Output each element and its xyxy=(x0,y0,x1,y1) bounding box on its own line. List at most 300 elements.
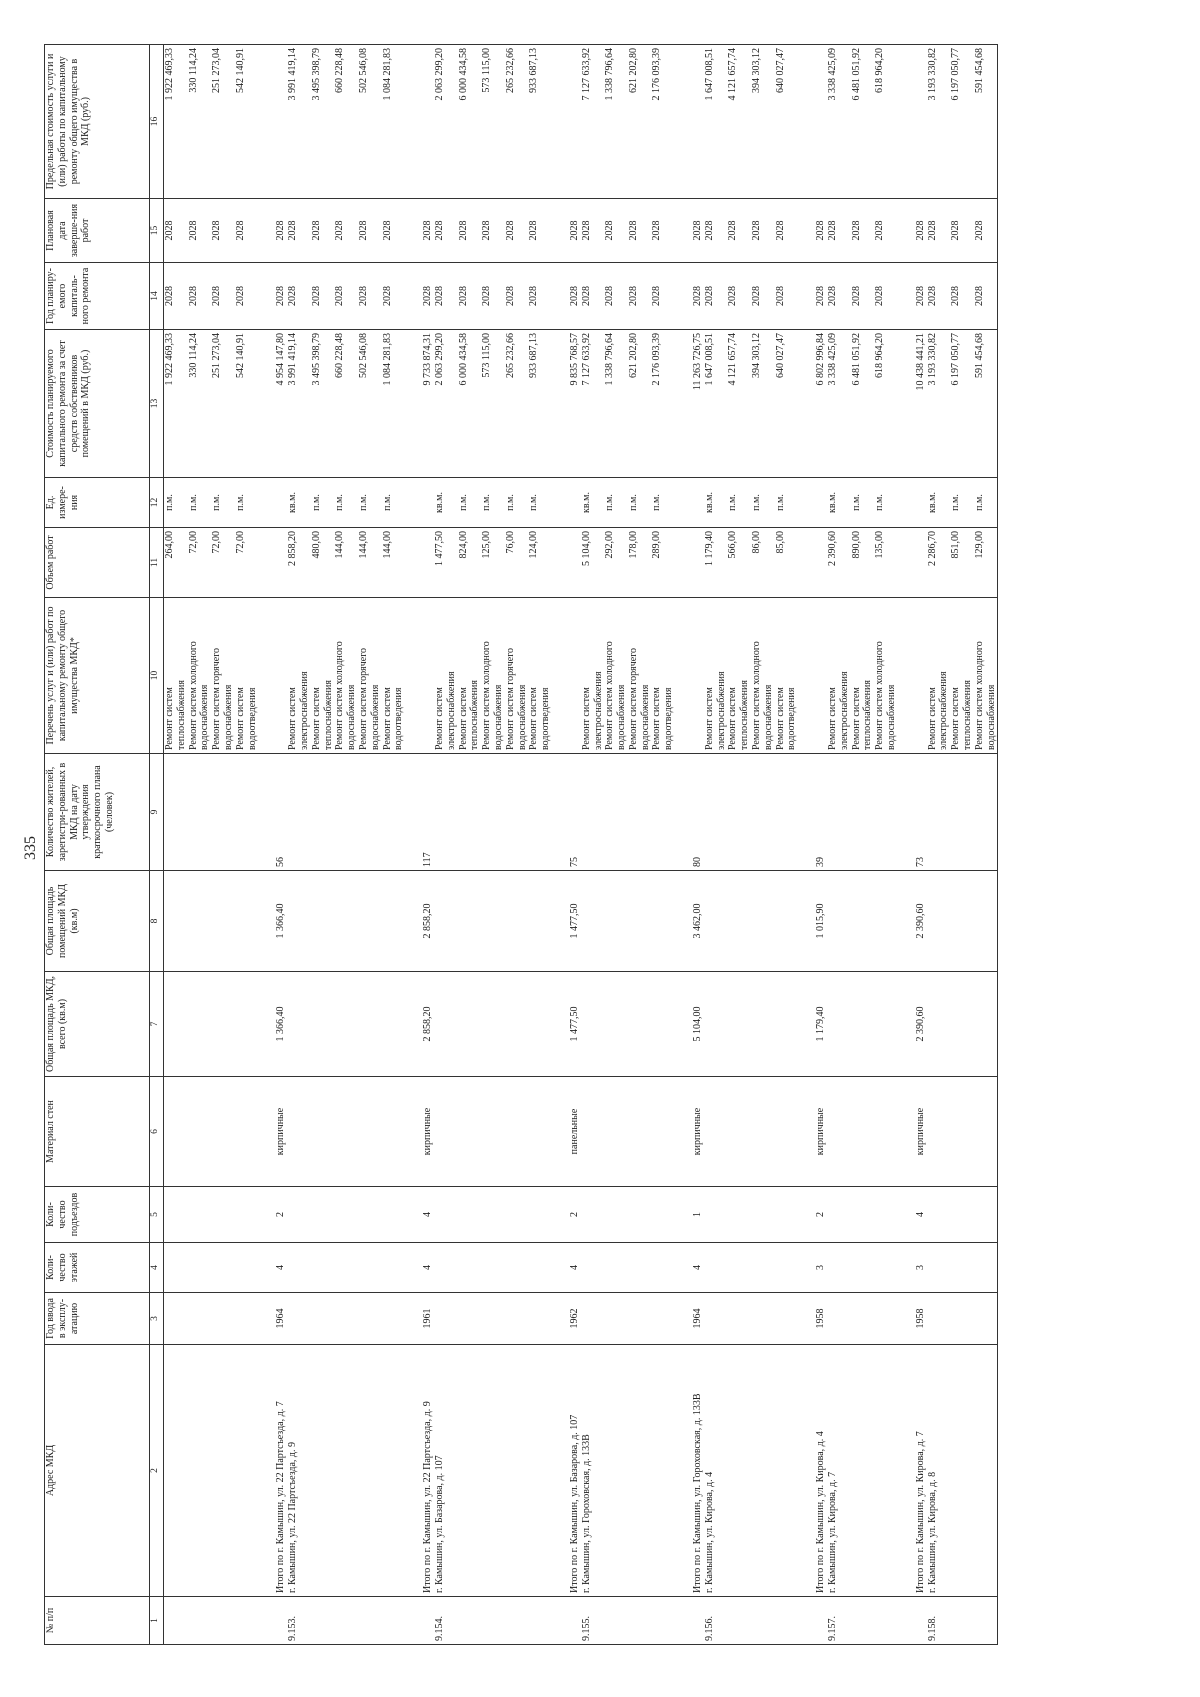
empty-cell xyxy=(505,972,529,1077)
wall-material: кирпичные xyxy=(813,1077,827,1187)
limit-cost: 251 273,04 xyxy=(211,45,235,199)
limit-cost: 542 140,91 xyxy=(235,45,259,199)
column-header: Перечень услуг и (или) работ по капитальному ремонту общего имущества МКД* xyxy=(45,598,150,754)
empty-cell xyxy=(974,1077,998,1187)
empty-cell xyxy=(913,478,927,528)
work-volume: 129,00 xyxy=(974,528,998,598)
column-number: 3 xyxy=(150,1293,164,1345)
work-line: теплоснабжения xyxy=(322,680,334,750)
empty-cell xyxy=(690,598,704,754)
empty-cell xyxy=(258,1187,273,1243)
empty-cell xyxy=(675,598,690,754)
empty-cell xyxy=(405,871,420,972)
empty-cell xyxy=(604,1077,628,1187)
empty-cell xyxy=(775,1077,799,1187)
address xyxy=(974,1345,998,1597)
repair-cost: 330 114,24 xyxy=(188,330,212,478)
limit-cost: 3 495 398,79 xyxy=(311,45,335,199)
repair-cost: 640 027,47 xyxy=(775,330,799,478)
empty-cell xyxy=(827,871,851,972)
empty-cell xyxy=(258,263,273,330)
work-line: Ремонт систем xyxy=(234,687,246,750)
limit-cost: 4 121 657,74 xyxy=(727,45,751,199)
empty-cell xyxy=(775,1243,799,1293)
address xyxy=(481,1345,505,1597)
work-line: теплоснабжения xyxy=(862,680,874,750)
repair-year: 2028 xyxy=(974,263,998,330)
wall-material: кирпичные xyxy=(913,1077,927,1187)
empty-cell xyxy=(505,1077,529,1187)
empty-cell xyxy=(434,754,458,871)
unit: п.м. xyxy=(382,478,406,528)
empty-cell xyxy=(704,1243,728,1293)
completion-date: 2028 xyxy=(704,199,728,263)
empty-cell xyxy=(874,1293,898,1345)
work-line: Ремонт систем xyxy=(433,687,445,750)
work-volume: 178,00 xyxy=(628,528,652,598)
empty-cell xyxy=(581,1243,605,1293)
column-header: Объем работ xyxy=(45,528,150,598)
column-number: 9 xyxy=(150,754,164,871)
empty-cell xyxy=(898,972,913,1077)
empty-cell xyxy=(311,1293,335,1345)
unit: п.м. xyxy=(458,478,482,528)
empty-cell xyxy=(334,1293,358,1345)
subtotal-year: 2028 xyxy=(690,263,704,330)
completion-date: 2028 xyxy=(382,199,406,263)
work-description xyxy=(751,598,775,754)
limit-cost: 640 027,47 xyxy=(775,45,799,199)
empty-cell xyxy=(458,1293,482,1345)
empty-cell xyxy=(851,972,875,1077)
completion-date: 2028 xyxy=(505,199,529,263)
empty-cell xyxy=(727,754,751,871)
spacer-row xyxy=(898,45,913,1645)
empty-cell xyxy=(552,199,567,263)
work-volume: 144,00 xyxy=(358,528,382,598)
repair-year: 2028 xyxy=(727,263,751,330)
entrances-count: 2 xyxy=(567,1187,581,1243)
residents-count: 75 xyxy=(567,754,581,871)
empty-cell xyxy=(874,972,898,1077)
empty-cell xyxy=(358,972,382,1077)
work-item-row xyxy=(851,45,875,1645)
repair-year: 2028 xyxy=(382,263,406,330)
subtotal-cost: 10 438 441,21 xyxy=(913,330,927,478)
row-number xyxy=(751,1597,775,1645)
work-item-row xyxy=(827,45,851,1645)
repair-cost: 7 127 633,92 xyxy=(581,330,605,478)
repair-year: 2028 xyxy=(851,263,875,330)
residents-count: 73 xyxy=(913,754,927,871)
empty-cell xyxy=(950,1243,974,1293)
limit-cost: 265 232,66 xyxy=(505,45,529,199)
repair-year: 2028 xyxy=(235,263,259,330)
empty-cell xyxy=(164,871,188,972)
total-area: 2 390,60 xyxy=(913,972,927,1077)
row-number xyxy=(458,1597,482,1645)
repair-cost: 6 481 051,92 xyxy=(851,330,875,478)
limit-cost: 933 687,13 xyxy=(528,45,552,199)
empty-cell xyxy=(950,972,974,1077)
empty-cell xyxy=(628,1187,652,1243)
repair-cost: 1 647 008,51 xyxy=(704,330,728,478)
empty-cell xyxy=(727,1077,751,1187)
work-line: теплоснабжения xyxy=(739,680,751,750)
spacer-row xyxy=(405,45,420,1645)
empty-cell xyxy=(675,1187,690,1243)
empty-cell xyxy=(382,1077,406,1187)
unit: п.м. xyxy=(775,478,799,528)
address xyxy=(628,1345,652,1597)
empty-cell xyxy=(675,871,690,972)
work-line: Ремонт систем холодного xyxy=(604,641,616,750)
work-line: Ремонт систем xyxy=(457,687,469,750)
unit: п.м. xyxy=(528,478,552,528)
work-description xyxy=(311,598,335,754)
empty-cell xyxy=(874,1077,898,1187)
repair-cost: 1 338 796,64 xyxy=(604,330,628,478)
empty-cell xyxy=(567,45,581,199)
column-header: Год ввода в эксплу-атацию xyxy=(45,1293,150,1345)
empty-cell xyxy=(898,263,913,330)
empty-cell xyxy=(528,1293,552,1345)
work-item-row xyxy=(950,45,974,1645)
work-line: водоснабжения xyxy=(616,684,628,750)
empty-cell xyxy=(874,871,898,972)
work-item-row xyxy=(311,45,335,1645)
address xyxy=(188,1345,212,1597)
empty-cell xyxy=(420,1597,434,1645)
empty-cell xyxy=(727,1243,751,1293)
unit: кв.м. xyxy=(434,478,458,528)
empty-cell xyxy=(913,1597,927,1645)
empty-cell xyxy=(651,754,675,871)
column-number: 10 xyxy=(150,598,164,754)
empty-cell xyxy=(851,754,875,871)
limit-cost: 1 647 008,51 xyxy=(704,45,728,199)
work-line: Ремонт систем xyxy=(381,687,393,750)
subtotal-cost: 6 802 996,84 xyxy=(813,330,827,478)
repair-cost: 251 273,04 xyxy=(211,330,235,478)
empty-cell xyxy=(974,972,998,1077)
empty-cell xyxy=(434,1077,458,1187)
repair-cost: 660 228,48 xyxy=(334,330,358,478)
repair-cost: 2 176 093,39 xyxy=(651,330,675,478)
column-number: 14 xyxy=(150,263,164,330)
row-number xyxy=(382,1597,406,1645)
work-description xyxy=(874,598,898,754)
work-line: Ремонт систем xyxy=(727,687,739,750)
unit: п.м. xyxy=(481,478,505,528)
subtotal-label: Итого по г. Камышин, ул. Кирова, д. 4 xyxy=(813,1345,827,1597)
repair-cost: 621 202,80 xyxy=(628,330,652,478)
work-volume: 76,00 xyxy=(505,528,529,598)
empty-cell xyxy=(358,1293,382,1345)
column-header: Год планиру-емого капиталь-ного ремонта xyxy=(45,263,150,330)
empty-cell xyxy=(552,1243,567,1293)
work-line: водоснабжения xyxy=(222,684,234,750)
work-line: Ремонт систем xyxy=(528,687,540,750)
empty-cell xyxy=(813,598,827,754)
empty-cell xyxy=(628,871,652,972)
empty-cell xyxy=(690,528,704,598)
work-line: водоотведения xyxy=(246,687,258,750)
address: г. Камышин, ул. Кирова, д. 7 xyxy=(827,1345,851,1597)
empty-cell xyxy=(690,1597,704,1645)
limit-cost: 3 338 425,09 xyxy=(827,45,851,199)
work-line: Ремонт систем холодного xyxy=(481,641,493,750)
row-number: 9.154. xyxy=(434,1597,458,1645)
repair-year: 2028 xyxy=(628,263,652,330)
work-volume: 2 858,20 xyxy=(287,528,311,598)
column-header: Ед. измере-ния xyxy=(45,478,150,528)
work-volume: 292,00 xyxy=(604,528,628,598)
empty-cell xyxy=(827,1243,851,1293)
work-line: Ремонт систем xyxy=(850,687,862,750)
empty-cell xyxy=(552,1077,567,1187)
work-description xyxy=(358,598,382,754)
subtotal-label: Итого по г. Камышин, ул. Кирова, д. 7 xyxy=(913,1345,927,1597)
work-line: Ремонт систем xyxy=(926,687,938,750)
limit-cost: 6 481 051,92 xyxy=(851,45,875,199)
wall-material: кирпичные xyxy=(420,1077,434,1187)
empty-cell xyxy=(974,754,998,871)
empty-cell xyxy=(751,1077,775,1187)
empty-cell xyxy=(505,754,529,871)
row-number xyxy=(775,1597,799,1645)
work-line: Ремонт систем холодного xyxy=(334,641,346,750)
subtotal-year: 2028 xyxy=(567,263,581,330)
completion-date: 2028 xyxy=(311,199,335,263)
work-volume: 824,00 xyxy=(458,528,482,598)
work-item-row xyxy=(751,45,775,1645)
empty-cell xyxy=(505,1187,529,1243)
repair-cost: 3 338 425,09 xyxy=(827,330,851,478)
work-volume: 480,00 xyxy=(311,528,335,598)
empty-cell xyxy=(287,1077,311,1187)
empty-cell xyxy=(273,478,287,528)
empty-cell xyxy=(851,1293,875,1345)
address xyxy=(528,1345,552,1597)
empty-cell xyxy=(405,1345,420,1597)
row-number: 9.153. xyxy=(287,1597,311,1645)
empty-cell xyxy=(505,871,529,972)
floors-count: 4 xyxy=(690,1243,704,1293)
work-line: Ремонт систем xyxy=(827,687,839,750)
column-header: Общая площадь помещений МКД (кв.м) xyxy=(45,871,150,972)
empty-cell xyxy=(235,1243,259,1293)
empty-cell xyxy=(211,1243,235,1293)
repair-cost: 265 232,66 xyxy=(505,330,529,478)
work-volume: 890,00 xyxy=(851,528,875,598)
empty-cell xyxy=(851,1243,875,1293)
limit-cost: 2 176 093,39 xyxy=(651,45,675,199)
empty-cell xyxy=(287,972,311,1077)
empty-cell xyxy=(434,1293,458,1345)
subtotal-cost: 9 733 874,31 xyxy=(420,330,434,478)
empty-cell xyxy=(813,478,827,528)
work-line: водоотведения xyxy=(540,687,552,750)
empty-cell xyxy=(798,199,813,263)
residents-count: 117 xyxy=(420,754,434,871)
work-line: Ремонт систем xyxy=(580,687,592,750)
empty-cell xyxy=(258,972,273,1077)
empty-cell xyxy=(334,1077,358,1187)
work-volume: 5 104,00 xyxy=(581,528,605,598)
address: г. Камышин, ул. Кирова, д. 8 xyxy=(927,1345,951,1597)
empty-cell xyxy=(628,1077,652,1187)
empty-cell xyxy=(798,330,813,478)
empty-cell xyxy=(675,330,690,478)
work-line: электроснабжения xyxy=(715,671,727,750)
empty-cell xyxy=(258,1077,273,1187)
work-item-row xyxy=(505,45,529,1645)
unit: п.м. xyxy=(727,478,751,528)
floors-count: 4 xyxy=(567,1243,581,1293)
address xyxy=(874,1345,898,1597)
repair-year: 2028 xyxy=(358,263,382,330)
work-line: Ремонт систем xyxy=(774,687,786,750)
empty-cell xyxy=(287,871,311,972)
empty-cell xyxy=(704,871,728,972)
repair-year: 2028 xyxy=(287,263,311,330)
work-volume: 1 477,50 xyxy=(434,528,458,598)
work-description xyxy=(950,598,974,754)
column-number: 7 xyxy=(150,972,164,1077)
empty-cell xyxy=(334,754,358,871)
empty-cell xyxy=(927,1187,951,1243)
row-number xyxy=(481,1597,505,1645)
empty-cell xyxy=(358,1187,382,1243)
limit-cost: 330 114,24 xyxy=(188,45,212,199)
completion-date: 2028 xyxy=(628,199,652,263)
work-volume: 289,00 xyxy=(651,528,675,598)
work-volume: 264,00 xyxy=(164,528,188,598)
empty-cell xyxy=(405,330,420,478)
column-number: 12 xyxy=(150,478,164,528)
empty-cell xyxy=(311,1243,335,1293)
work-item-row xyxy=(651,45,675,1645)
entrances-count: 4 xyxy=(420,1187,434,1243)
work-line: водоснабжения xyxy=(516,684,528,750)
empty-cell xyxy=(211,871,235,972)
column-header: Стоимость планируемого капитального ремонта за счет средств собственников помещений в МКД (руб.) xyxy=(45,330,150,478)
empty-cell xyxy=(258,871,273,972)
empty-cell xyxy=(950,871,974,972)
completion-date: 2028 xyxy=(874,199,898,263)
empty-cell xyxy=(628,972,652,1077)
empty-cell xyxy=(798,871,813,972)
empty-cell xyxy=(651,871,675,972)
repair-year: 2028 xyxy=(528,263,552,330)
work-description xyxy=(528,598,552,754)
empty-cell xyxy=(273,1597,287,1645)
subtotal-row xyxy=(420,45,434,1645)
row-number: 9.158. xyxy=(927,1597,951,1645)
wall-material: кирпичные xyxy=(690,1077,704,1187)
empty-cell xyxy=(528,972,552,1077)
empty-cell xyxy=(675,972,690,1077)
empty-cell xyxy=(704,754,728,871)
column-number: 5 xyxy=(150,1187,164,1243)
empty-cell xyxy=(974,871,998,972)
work-item-row xyxy=(628,45,652,1645)
empty-cell xyxy=(481,871,505,972)
empty-cell xyxy=(874,754,898,871)
work-line: Ремонт систем xyxy=(950,687,962,750)
address xyxy=(505,1345,529,1597)
empty-cell xyxy=(258,199,273,263)
empty-cell xyxy=(420,478,434,528)
empty-cell xyxy=(188,754,212,871)
subtotal-label: Итого по г. Камышин, ул. Базарова, д. 107 xyxy=(567,1345,581,1597)
work-line: теплоснабжения xyxy=(469,680,481,750)
spacer-row xyxy=(258,45,273,1645)
unit: п.м. xyxy=(358,478,382,528)
empty-cell xyxy=(235,1187,259,1243)
empty-cell xyxy=(751,1243,775,1293)
commission-year: 1964 xyxy=(273,1293,287,1345)
empty-cell xyxy=(813,528,827,598)
repair-year: 2028 xyxy=(874,263,898,330)
work-volume: 144,00 xyxy=(334,528,358,598)
empty-cell xyxy=(927,871,951,972)
empty-cell xyxy=(604,1187,628,1243)
empty-cell xyxy=(704,1293,728,1345)
unit: п.м. xyxy=(604,478,628,528)
empty-cell xyxy=(552,1345,567,1597)
completion-date: 2028 xyxy=(164,199,188,263)
unit: кв.м. xyxy=(704,478,728,528)
entrances-count: 2 xyxy=(813,1187,827,1243)
empty-cell xyxy=(704,972,728,1077)
row-number xyxy=(974,1597,998,1645)
empty-cell xyxy=(898,1243,913,1293)
empty-cell xyxy=(273,598,287,754)
empty-cell xyxy=(287,754,311,871)
repair-cost: 6 197 050,77 xyxy=(950,330,974,478)
empty-cell xyxy=(651,1187,675,1243)
empty-cell xyxy=(775,1187,799,1243)
limit-cost: 1 084 281,83 xyxy=(382,45,406,199)
address xyxy=(164,1345,188,1597)
empty-cell xyxy=(235,972,259,1077)
subtotal-date: 2028 xyxy=(690,199,704,263)
subtotal-year: 2028 xyxy=(913,263,927,330)
column-header: № п/п xyxy=(45,1597,150,1645)
empty-cell xyxy=(581,1077,605,1187)
empty-cell xyxy=(552,1187,567,1243)
completion-date: 2028 xyxy=(851,199,875,263)
residents-count: 56 xyxy=(273,754,287,871)
empty-cell xyxy=(898,1187,913,1243)
empty-cell xyxy=(434,1187,458,1243)
empty-cell xyxy=(552,754,567,871)
work-item-row xyxy=(581,45,605,1645)
empty-cell xyxy=(420,598,434,754)
empty-cell xyxy=(552,330,567,478)
repair-cost: 933 687,13 xyxy=(528,330,552,478)
row-number xyxy=(505,1597,529,1645)
empty-cell xyxy=(898,45,913,199)
row-number xyxy=(334,1597,358,1645)
column-number: 13 xyxy=(150,330,164,478)
empty-cell xyxy=(628,1243,652,1293)
work-description xyxy=(604,598,628,754)
address: г. Камышин, ул. 22 Партсъезда, д. 9 xyxy=(287,1345,311,1597)
empty-cell xyxy=(287,1243,311,1293)
